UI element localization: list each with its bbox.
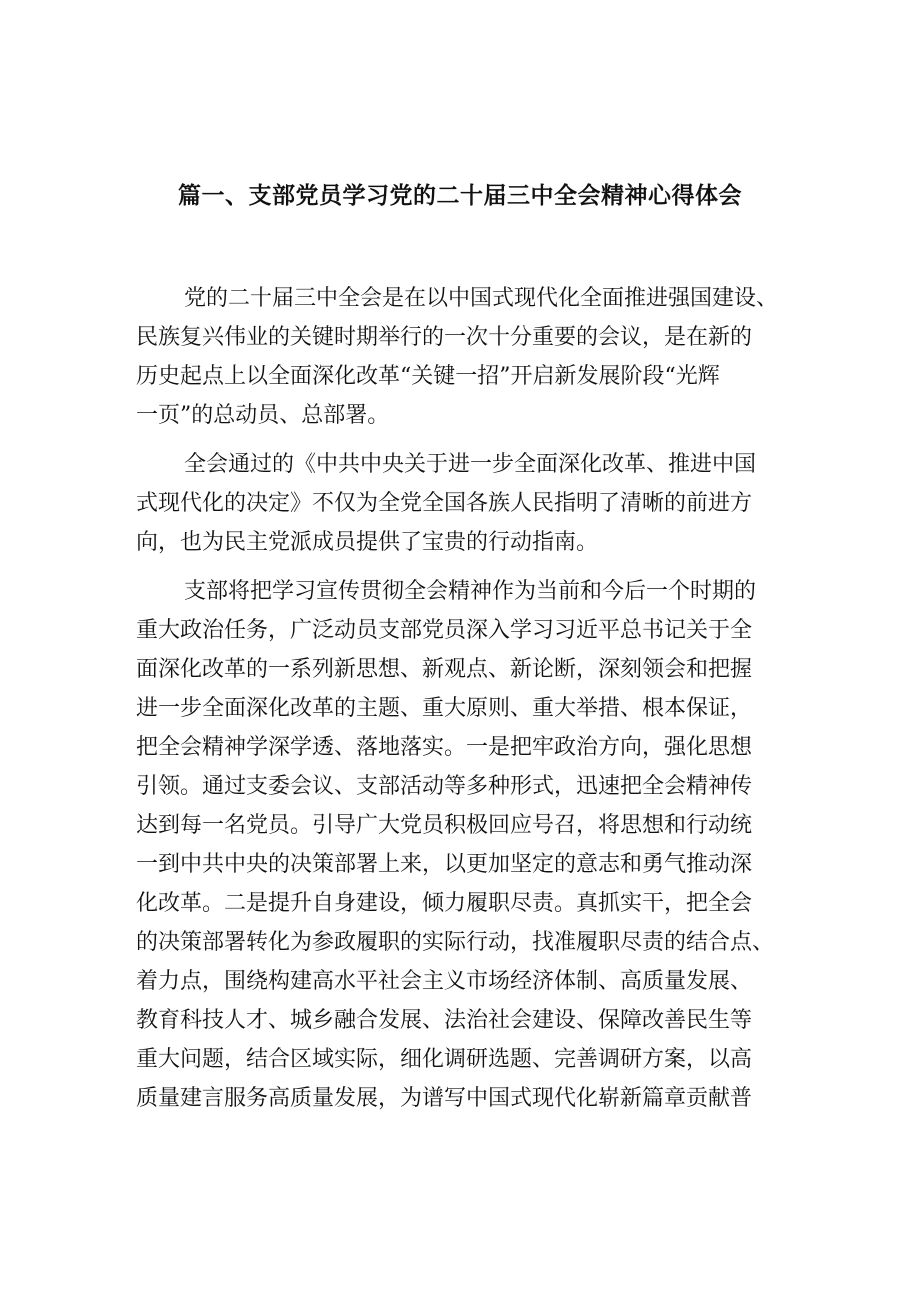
text-line: 全会通过的《中共中央关于进一步全面深化改革、推进中国 [184, 452, 757, 477]
text-line: 面深化改革的一系列新思想、新观点、新论断，深刻领会和把握 [136, 657, 753, 682]
text-line: 重大问题，结合区域实际，细化调研选题、完善调研方案，以高 [136, 1047, 753, 1072]
text-line: 民族复兴伟业的关键时期举行的一次十分重要的会议，是在新的 [136, 325, 753, 350]
text-line: 进一步全面深化改革的主题、重大原则、重大举措、根本保证， [136, 696, 753, 721]
text-line: 历史起点上以全面深化改革“关键一招”开启新发展阶段“光辉 [136, 364, 720, 389]
text-line: 着力点，围绕构建高水平社会主义市场经济体制、高质量发展、 [136, 969, 753, 994]
text-line: 向，也为民主党派成员提供了宝贵的行动指南。 [136, 530, 599, 555]
text-line: 一页”的总动员、总部署。 [136, 403, 390, 428]
text-line: 化改革。二是提升自身建设，倾力履职尽责。真抓实干，把全会 [136, 891, 753, 916]
text-line: 重大政治任务，广泛动员支部党员深入学习习近平总书记关于全 [136, 618, 753, 643]
text-line: 达到每一名党员。引导广大党员积极回应号召，将思想和行动统 [136, 813, 753, 838]
text-line: 式现代化的决定》不仅为全党全国各族人民指明了清晰的前进方 [136, 491, 753, 516]
text-line: 把全会精神学深学透、落地落实。一是把牢政治方向，强化思想 [136, 735, 753, 760]
text-line: 教育科技人才、城乡融合发展、法治社会建设、保障改善民生等 [136, 1008, 753, 1033]
text-line: 支部将把学习宣传贯彻全会精神作为当前和今后一个时期的 [184, 579, 757, 604]
text-line: 党的二十届三中全会是在以中国式现代化全面推进强国建设、 [184, 286, 779, 311]
document-title: 篇一、支部党员学习党的二十届三中全会精神心得体会 [178, 183, 742, 209]
text-line: 质量建言服务高质量发展，为谱写中国式现代化崭新篇章贡献普 [136, 1086, 753, 1111]
text-line: 引领。通过支委会议、支部活动等多种形式，迅速把全会精神传 [136, 774, 753, 799]
text-line: 的决策部署转化为参政履职的实际行动，找准履职尽责的结合点、 [136, 930, 775, 955]
text-line: 一到中共中央的决策部署上来，以更加坚定的意志和勇气推动深 [136, 852, 753, 877]
document-body [136, 279, 792, 1118]
